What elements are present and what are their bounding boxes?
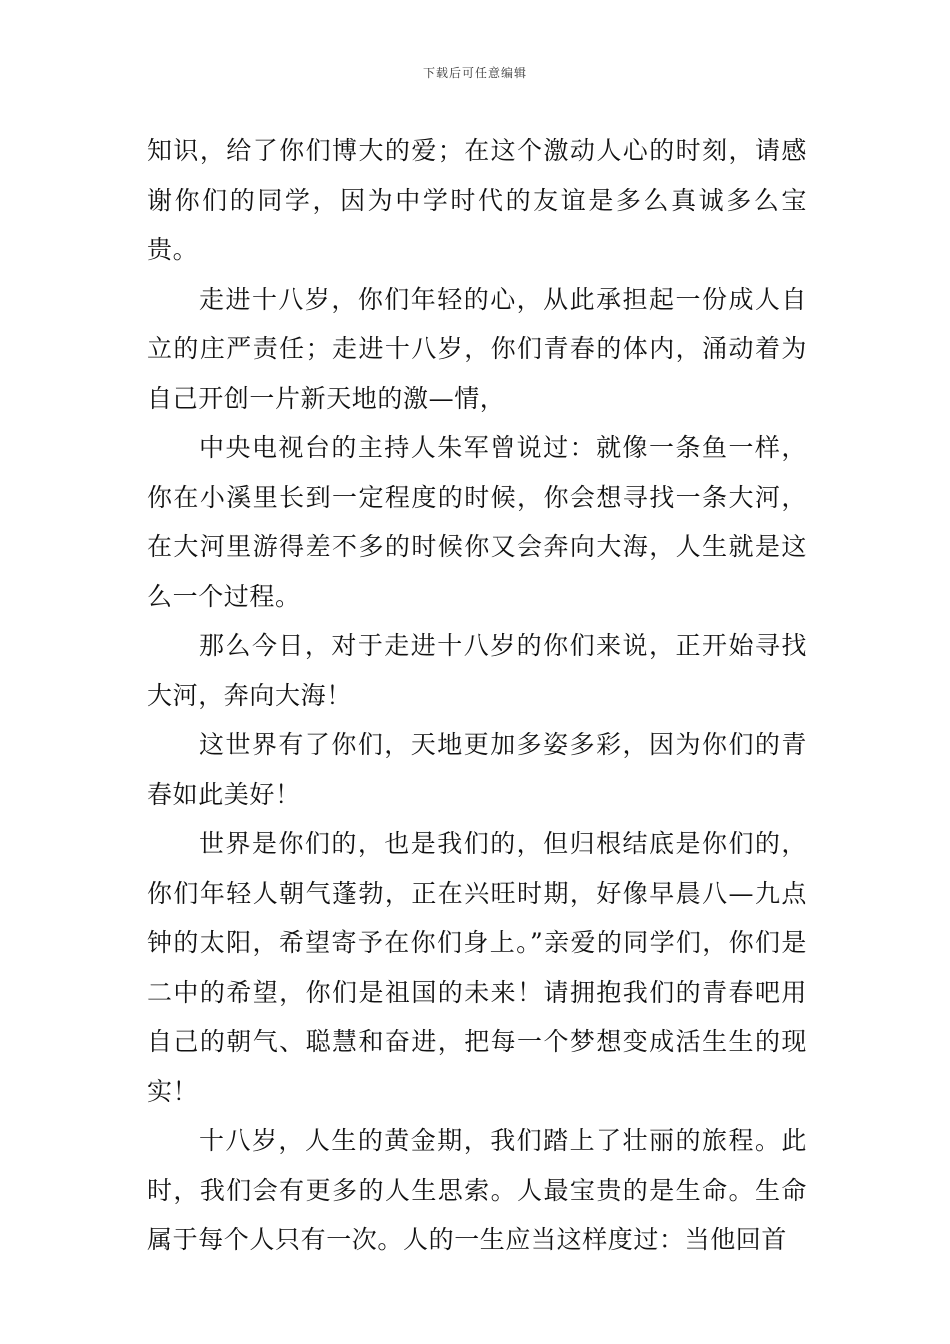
paragraph-4: 那么今日，对于走进十八岁的你们来说，正开始寻找大河，奔向大海！ [147, 631, 807, 710]
paragraph-1: 知识，给了你们博大的爱；在这个激动人心的时刻，请感谢你们的同学，因为中学时代的友谊是多么真诚多么宝贵。 [147, 136, 807, 264]
document-body [147, 126, 807, 1265]
paragraph-5: 这世界有了你们，天地更加多姿多彩，因为你们的青春如此美好！ [147, 730, 807, 809]
paragraph-2: 走进十八岁，你们年轻的心，从此承担起一份成人自立的庄严责任；走进十八岁，你们青春的体内，涌动着为自己开创一片新天地的激—情， [147, 284, 807, 413]
paragraph-6: 世界是你们的，也是我们的，但归根结底是你们的，你们年轻人朝气蓬勃，正在兴旺时期，好像早晨八—九点钟的太阳，希望寄予在你们身上。”亲爱的同学们，你们是二中的希望，你们是祖国的未来！请拥抱我们的青春吧用自己的朝气、聪慧和奋进，把每一个梦想变成活生生的现实！ [147, 829, 807, 1106]
header-note: 下载后可任意编辑 [422, 66, 527, 80]
paragraph-3: 中央电视台的主持人朱军曾说过：就像一条鱼一样，你在小溪里长到一定程度的时候，你会想寻找一条大河，在大河里游得差不多的时候你又会奔向大海，人生就是这么一个过程。 [147, 433, 807, 611]
paragraph-7: 十八岁，人生的黄金期，我们踏上了壮丽的旅程。此时，我们会有更多的人生思索。人最宝贵的是生命。生命属于每个人只有一次。人的一生应当这样度过：当他回首 [147, 1126, 807, 1254]
